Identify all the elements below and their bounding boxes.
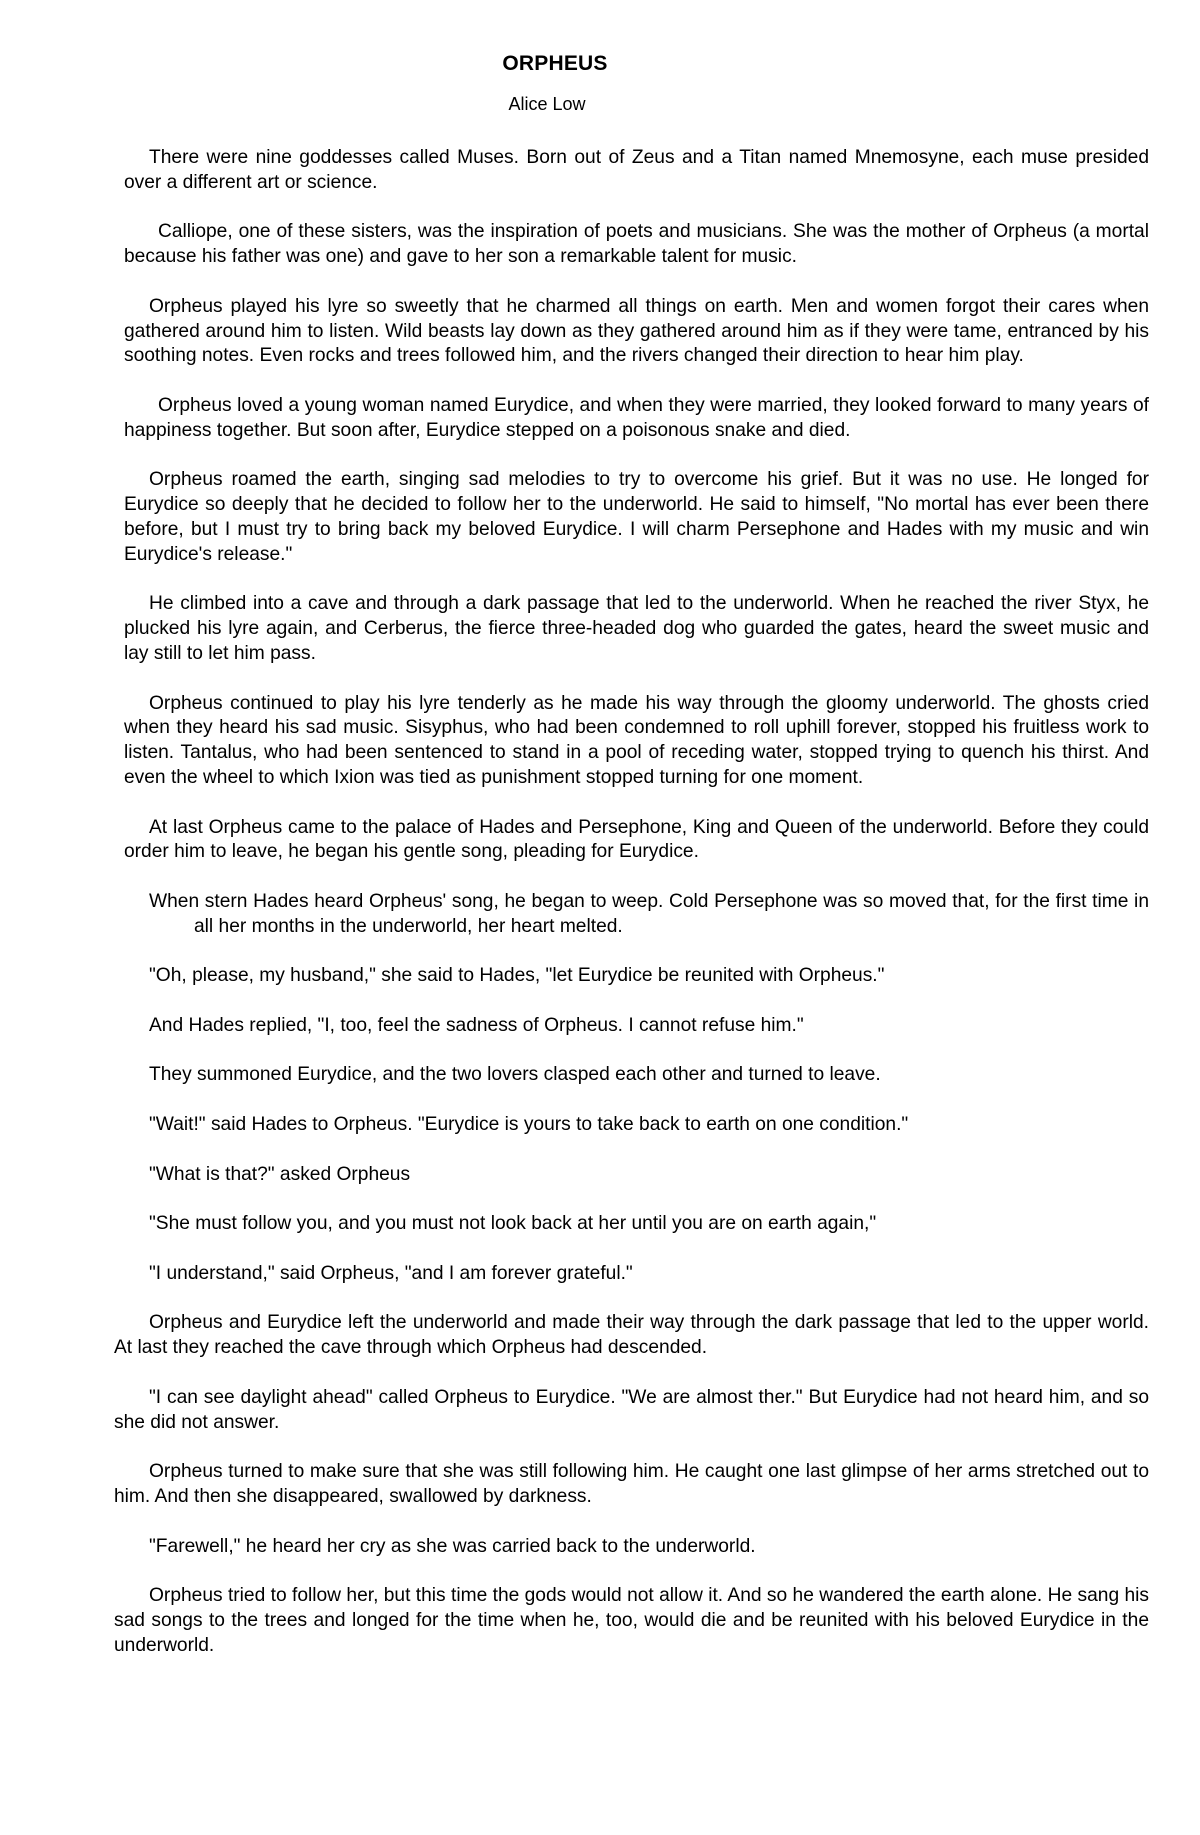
document-author: Alice Low bbox=[508, 94, 586, 114]
paragraph-5: Orpheus roamed the earth, singing sad melodies to try to overcome his grief. But it was no use. He longed for Eurydice so deeply that he decided to follow her to the underworld. He said to himself, "No mortal has ever been there before, but I must try to bring back my beloved Eurydice. I will charm Persephone and Hades with my music and win Eurydice's release." bbox=[124, 469, 1149, 565]
paragraph-11: And Hades replied, "I, too, feel the sadness of Orpheus. I cannot refuse him." bbox=[149, 1014, 804, 1036]
paragraph-18: "I can see daylight ahead" called Orpheus to Eurydice. "We are almost ther." But Eurydice had not heard him, and so she did not answer. bbox=[114, 1386, 1149, 1433]
paragraph-7: Orpheus continued to play his lyre tenderly as he made his way through the gloomy underworld. The ghosts cried when they heard his sad music. Sisyphus, who had been condemned to roll uphill forever, stopped his fruitless work to listen. Tantalus, who had been sentenced to stand in a pool of receding water, stopped trying to quench his thirst. And even the wheel to which Ixion was tied as punishment stopped turning for one moment. bbox=[124, 692, 1149, 788]
paragraph-9: When stern Hades heard Orpheus' song, he began to weep. Cold Persephone was so moved that, for the first time in all her months in the underworld, her heart melted. bbox=[149, 890, 1149, 937]
document-title: ORPHEUS bbox=[502, 52, 608, 75]
paragraph-8: At last Orpheus came to the palace of Hades and Persephone, King and Queen of the underworld. Before they could order him to leave, he began his gentle song, pleading for Eurydice. bbox=[124, 816, 1149, 863]
document-body bbox=[114, 146, 1149, 1683]
paragraph-1: There were nine goddesses called Muses. Born out of Zeus and a Titan named Mnemosyne, each muse presided over a different art or science. bbox=[124, 147, 1149, 193]
paragraph-2: Calliope, one of these sisters, was the inspiration of poets and musicians. She was the mother of Orpheus (a mortal because his father was one) and gave to her son a remarkable talent for music. bbox=[124, 221, 1149, 268]
paragraph-12: They summoned Eurydice, and the two lovers clasped each other and turned to leave. bbox=[149, 1064, 881, 1086]
paragraph-21: Orpheus tried to follow her, but this time the gods would not allow it. And so he wandered the earth alone. He sang his sad songs to the trees and longed for the time when he, too, would die and be reunited with his beloved Eurydice in the underworld. bbox=[114, 1585, 1149, 1656]
paragraph-15: "She must follow you, and you must not look back at her until you are on earth again," bbox=[149, 1213, 877, 1235]
paragraph-20: "Farewell," he heard her cry as she was carried back to the underworld. bbox=[149, 1535, 756, 1557]
paragraph-3: Orpheus played his lyre so sweetly that he charmed all things on earth. Men and women forgot their cares when gathered around him to listen. Wild beasts lay down as they gathered around him as if they were tame, entranced by his soothing notes. Even rocks and trees followed him, and the rivers changed their direction to hear him play. bbox=[124, 295, 1149, 367]
paragraph-10: "Oh, please, my husband," she said to Hades, "let Eurydice be reunited with Orpheus." bbox=[149, 965, 885, 987]
paragraph-19: Orpheus turned to make sure that she was still following him. He caught one last glimpse of her arms stretched out to him. And then she disappeared, swallowed by darkness. bbox=[114, 1461, 1149, 1508]
paragraph-4: Orpheus loved a young woman named Eurydice, and when they were married, they looked forward to many years of happiness together. But soon after, Eurydice stepped on a poisonous snake and died. bbox=[124, 394, 1149, 441]
paragraph-6: He climbed into a cave and through a dark passage that led to the underworld. When he reached the river Styx, he plucked his lyre again, and Cerberus, the fierce three-headed dog who guarded the gates, heard the sweet music and lay still to let him pass. bbox=[124, 593, 1149, 664]
paragraph-13: "Wait!" said Hades to Orpheus. "Eurydice is yours to take back to earth on one condition." bbox=[149, 1114, 909, 1136]
paragraph-14: "What is that?" asked Orpheus bbox=[149, 1163, 411, 1185]
paragraph-16: "I understand," said Orpheus, "and I am forever grateful." bbox=[149, 1262, 633, 1284]
paragraph-17: Orpheus and Eurydice left the underworld and made their way through the dark passage that led to the upper world. At last they reached the cave through which Orpheus had descended. bbox=[114, 1312, 1149, 1359]
